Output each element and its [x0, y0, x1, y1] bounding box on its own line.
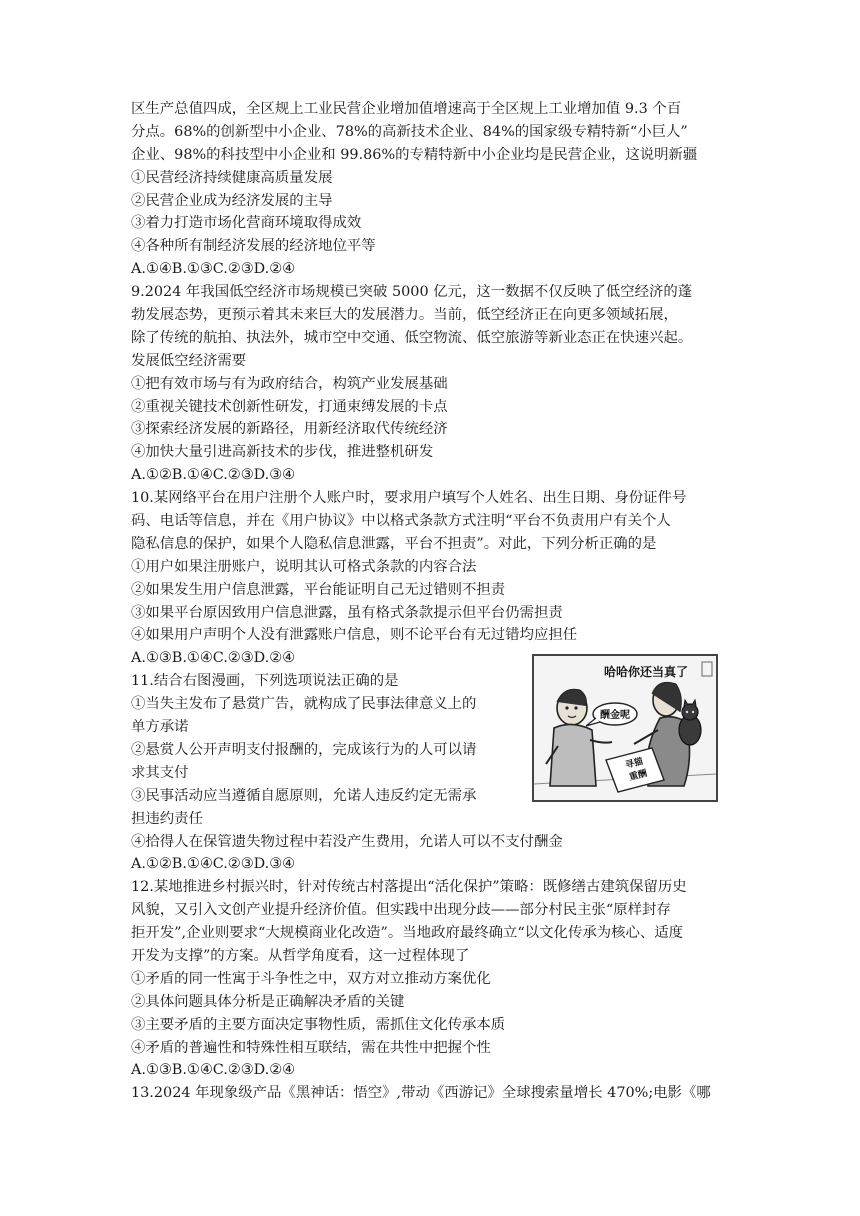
text-line: 风貌，又引入文创产业提升经济价值。但实践中出现分歧——部分村民主张“原样封存 [131, 902, 671, 919]
text-line: 拒开发”,企业则要求“大规模商业化改造”。当地政府最终确立“以文化传承为核心、适度 [131, 925, 684, 942]
option-line: ②悬赏人公开声明支付报酬的，完成该行为的人可以请 [131, 741, 477, 758]
answer-choices: A.①②B.①④C.②③D.③④ [131, 856, 295, 873]
option-line: ④拾得人在保管遗失物过程中若没产生费用，允诺人可以不支付酬金 [131, 833, 563, 850]
text-line: 发展低空经济需要 [131, 352, 247, 369]
option-line: ④如果用户声明个人没有泄露账户信息，则不论平台有无过错均应担任 [131, 627, 578, 644]
option-line: ①把有效市场与有为政府结合，构筑产业发展基础 [131, 375, 448, 392]
question-9-stem: 9.2024 年我国低空经济市场规模已突破 5000 亿元，这一数据不仅反映了低空经济的蓬 [131, 284, 693, 301]
option-line: 担违约责任 [131, 810, 203, 827]
option-line: ④加快大量引进高新技术的步伐，推进整机研发 [131, 444, 434, 461]
option-line: ①用户如果注册账户，说明其认可格式条款的内容合法 [131, 558, 477, 575]
option-line: ③主要矛盾的主要方面决定事物性质，需抓住文化传承本质 [131, 1016, 506, 1033]
option-line: ②重视关键技术创新性研发，打通束缚发展的卡点 [131, 398, 448, 415]
question-11-stem: 11.结合右图漫画，下列选项说法正确的是 [131, 673, 399, 690]
text-line: 开发为支撑”的方案。从哲学角度看，这一过程体现了 [131, 947, 470, 964]
option-line: ②民营企业成为经济发展的主导 [131, 192, 333, 209]
question-12-stem: 12.某地推进乡村振兴时，针对传统古村落提出“活化保护”策略：既修缮古建筑保留历史 [131, 879, 687, 896]
text-line: 除了传统的航拍、执法外，城市空中交通、低空物流、低空旅游等新业态正在快速兴起。 [131, 329, 693, 346]
option-line: ③如果平台原因致用户信息泄露，虽有格式条款提示但平台仍需担责 [131, 604, 563, 621]
option-line: ②具体问题具体分析是正确解决矛盾的关键 [131, 993, 405, 1010]
comic-illustration [532, 654, 718, 802]
option-line: ①矛盾的同一性寓于斗争性之中，双方对立推动方案优化 [131, 970, 491, 987]
notice-line-2: 重酬 [628, 768, 649, 783]
text-line: 码、电话等信息，并在《用户协议》中以格式条款方式注明“平台不负责用户有关个人 [131, 513, 671, 530]
answer-choices: A.①④B.①③C.②③D.②④ [131, 261, 295, 278]
answer-choices: A.①③B.①④C.②③D.②④ [131, 1062, 295, 1079]
answer-choices: A.①③B.①④C.②③D.②④ [131, 650, 295, 667]
question-10-stem: 10.某网络平台在用户注册个人账户时，要求用户填写个人姓名、出生日期、身份证件号 [131, 490, 687, 507]
question-text [131, 98, 731, 1105]
option-line: ①民营经济持续健康高质量发展 [131, 169, 333, 186]
bubble-top-text: 哈哈你还当真了 [604, 665, 689, 679]
text-line: 勃发展态势，更预示着其未来巨大的发展潜力。当前，低空经济正在向更多领域拓展， [131, 307, 678, 324]
notice-line-1: 寻猫 [624, 756, 645, 771]
option-line: ④矛盾的普遍性和特殊性相互联结，需在共性中把握个性 [131, 1039, 491, 1056]
bubble-small-text: 酬金呢 [600, 710, 630, 721]
option-line: 求其支付 [131, 764, 189, 781]
option-line: ④各种所有制经济发展的经济地位平等 [131, 238, 376, 255]
option-line: ③民事活动应当遵循自愿原则，允诺人违反约定无需承 [131, 787, 477, 804]
text-line: 企业、98%的科技型中小企业和 99.86%的专精特新中小企业均是民营企业，这说明新疆 [131, 146, 698, 163]
option-line: ②如果发生用户信息泄露，平台能证明自己无过错则不担责 [131, 581, 506, 598]
speech-bubble-top [604, 664, 688, 679]
option-line: ①当失主发布了悬赏广告，就构成了民事法律意义上的 [131, 696, 477, 713]
option-line: ③着力打造市场化营商环境取得成效 [131, 215, 362, 232]
text-line: 分点。68%的创新型中小企业、78%的高新技术企业、84%的国家级专精特新“小巨人” [131, 123, 688, 140]
option-line: ③探索经济发展的新路径，用新经济取代传统经济 [131, 421, 448, 438]
option-line: 单方承诺 [131, 719, 189, 736]
answer-choices: A.①②B.①④C.②③D.③④ [131, 467, 295, 484]
question-13-stem: 13.2024 年现象级产品《黑神话：悟空》,带动《西游记》全球搜索量增长 470%;电影《哪 [131, 1085, 711, 1102]
comic-drawing [534, 656, 716, 800]
text-line: 隐私信息的保护，如果个人隐私信息泄露，平台不担责”。对此，下列分析正确的是 [131, 535, 657, 552]
text-line: 区生产总值四成，全区规上工业民营企业增加值增速高于全区规上工业增加值 9.3 个百 [131, 101, 682, 117]
